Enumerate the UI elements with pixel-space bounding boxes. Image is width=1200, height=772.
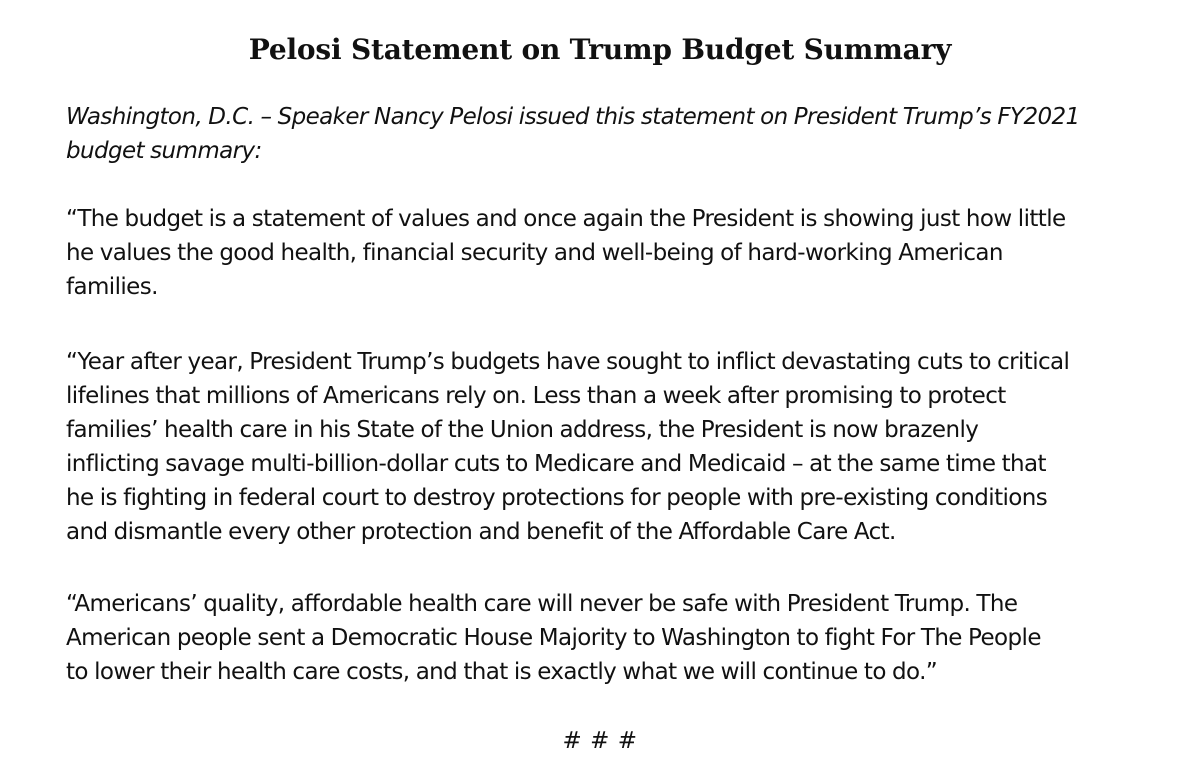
paragraph-line: families.: [66, 274, 158, 300]
paragraph-line: “Americans’ quality, affordable health care will never be safe with President Trump. The: [66, 591, 1018, 617]
paragraph-line: he is fighting in federal court to destroy protections for people with pre-existing conditions: [66, 485, 1048, 511]
intro-paragraph: [66, 100, 1146, 168]
paragraph-line: “The budget is a statement of values and once again the President is showing just how little: [66, 206, 1066, 232]
paragraph-line: families’ health care in his State of the Union address, the President is now brazenly: [66, 417, 979, 443]
quote-paragraph-1: [66, 202, 1146, 304]
paragraph-line: inflicting savage multi-billion-dollar cuts to Medicare and Medicaid – at the same time that: [66, 451, 1046, 477]
end-mark: # # #: [562, 728, 638, 754]
paragraph-line: he values the good health, financial security and well-being of hard-working American: [66, 240, 1003, 266]
page-title: Pelosi Statement on Trump Budget Summary: [248, 33, 952, 66]
quote-paragraph-2: [66, 345, 1146, 549]
paragraph-line: and dismantle every other protection and benefit of the Affordable Care Act.: [66, 519, 896, 545]
paragraph-line: “Year after year, President Trump’s budgets have sought to inflict devastating cuts to critical: [66, 349, 1070, 375]
paragraph-line: lifelines that millions of Americans rely on. Less than a week after promising to protect: [66, 383, 1006, 409]
quote-paragraph-3: [66, 587, 1146, 689]
intro-line: budget summary:: [66, 138, 262, 164]
paragraph-line: American people sent a Democratic House Majority to Washington to fight For The People: [66, 625, 1041, 651]
intro-line: Washington, D.C. – Speaker Nancy Pelosi issued this statement on President Trump’s FY2021: [66, 104, 1080, 130]
paragraph-line: to lower their health care costs, and that is exactly what we will continue to do.”: [66, 659, 938, 685]
